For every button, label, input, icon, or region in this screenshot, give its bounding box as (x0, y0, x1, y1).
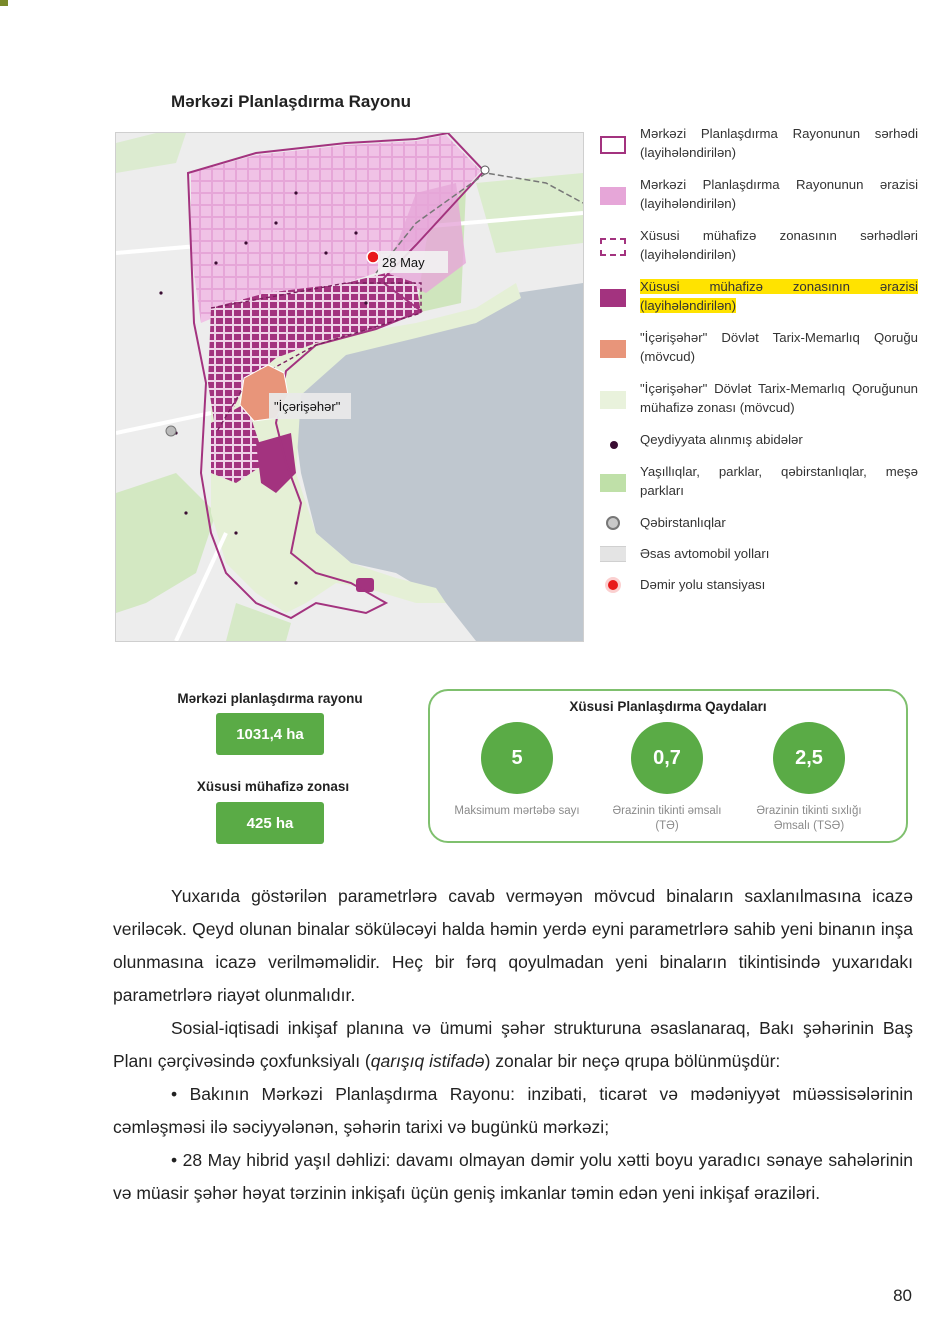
max-floors-value: 5 (481, 722, 553, 794)
body-text (113, 880, 913, 1210)
density-coefficient-label: Ərazinin tikinti sıxlığı Əmsalı (TSƏ) (756, 805, 862, 832)
paragraph-2-part-1: Sosial-iqtisadi inkişaf planına və ümumi şəhər strukturuna əsaslanaraq, Bakı şəhərinin Baş Planı çərçivəsində çoxfunksiyalı ( (113, 1018, 913, 1071)
green-area-icon (600, 474, 628, 494)
legend-text: Mərkəzi Planlaşdırma Rayonunun sərhədi (layihələndirilən) (640, 126, 918, 160)
legend-text: Mərkəzi Planlaşdırma Rayonunun ərazisi (layihələndirilən) (640, 177, 918, 211)
rules-title: Xüsusi Planlaşdırma Qaydaları (569, 699, 767, 714)
legend-highlight: Xüsusi mühafizə zonasının ərazisi (layihələndirilən) (640, 279, 918, 313)
legend-text: "İçərişəhər" Dövlət Tarix-Memarlıq Qoruğu (mövcud) (640, 330, 918, 364)
planning-rules-panel (428, 689, 908, 843)
district-area-icon (600, 187, 628, 207)
paragraph-2-italic: qarışıq istifadə (370, 1051, 485, 1071)
map-label-28-may: 28 May (382, 255, 425, 270)
building-coefficient-value: 0,7 (631, 722, 703, 794)
railway-station-icon (600, 577, 628, 597)
paragraph-2 (113, 1012, 913, 1078)
map-title: Mərkəzi Planlaşdırma Rayonu (171, 92, 411, 111)
boundary-outline-icon (600, 136, 628, 156)
legend-text: Xüsusi mühafizə zonasının sərhədləri (layihələndirilən) (640, 228, 918, 262)
zone-value: 425 ha (216, 802, 324, 844)
district-label: Mərkəzi planlaşdırma rayonu (177, 691, 363, 706)
map-label-old-city: "İçərişəhər" (274, 399, 341, 414)
bullet-2: • 28 May hibrid yaşıl dəhlizi: davamı olmayan dəmir yolu xətti boyu yaradıcı sənaye sahələrinin və müasir şəhər həyat tərzinin inkişafı üçün geniş imkanlar təmin edən yeni inkişaf əraziləri. (113, 1150, 913, 1203)
cemetery-icon (600, 516, 628, 536)
legend-text: Qəbirstanlıqlar (640, 515, 726, 530)
page-number: 80 (893, 1286, 912, 1305)
protection-zone-icon (600, 289, 628, 309)
bullet-1: • Bakının Mərkəzi Planlaşdırma Rayonu: inzibati, ticarət və mədəniyyət müəssisələrinin cəmləşməsi ilə səciyyələnən, şəhərin tarixi və bugünkü mərkəzi; (113, 1084, 913, 1137)
dashed-boundary-icon (600, 238, 628, 258)
corner-mark (0, 0, 8, 6)
legend-text-highlighted (640, 277, 918, 315)
density-coefficient-value: 2,5 (773, 722, 845, 794)
district-value: 1031,4 ha (216, 713, 324, 755)
reserve-buffer-icon (600, 391, 628, 411)
legend-text: Əsas avtomobil yolları (640, 546, 770, 561)
planning-map[interactable] (115, 132, 584, 642)
paragraph-2-part-2: ) zonalar bir neçə qrupa bölünmüşdür: (484, 1051, 781, 1071)
reserve-area-icon (600, 340, 628, 360)
legend-text: Dəmir yolu stansiyası (640, 577, 766, 592)
paragraph-1: Yuxarıda göstərilən parametrlərə cavab verməyən mövcud binaların saxlanılmasına icazə veriləcək. Qeyd olunan binalar söküləcəyi halda həmin yerdə eyni parametrlərə sahib yeni binanın inşa olunmasına icazə verilməməlidir. Heç bir fərq qoyulmadan yeni binaların tikintisində yuxarıdakı parametrlərə riayət olunmalıdır. (113, 886, 913, 1005)
zone-label: Xüsusi mühafizə zonası (196, 779, 350, 794)
max-floors-label: Maksimum mərtəbə sayı (454, 805, 580, 817)
building-coefficient-label: Ərazinin tikinti əmsalı (TƏ) (612, 805, 722, 832)
legend-text: "İçərişəhər" Dövlət Tarix-Memarlıq Qoruğunun mühafizə zonası (mövcud) (640, 381, 918, 415)
legend-text: Yaşıllıqlar, parklar, qəbirstanlıqlar, meşə parkları (640, 464, 918, 498)
legend-text: Qeydiyyata alınmış abidələr (640, 432, 803, 447)
monument-dot-icon (600, 435, 628, 455)
road-icon (600, 546, 628, 566)
